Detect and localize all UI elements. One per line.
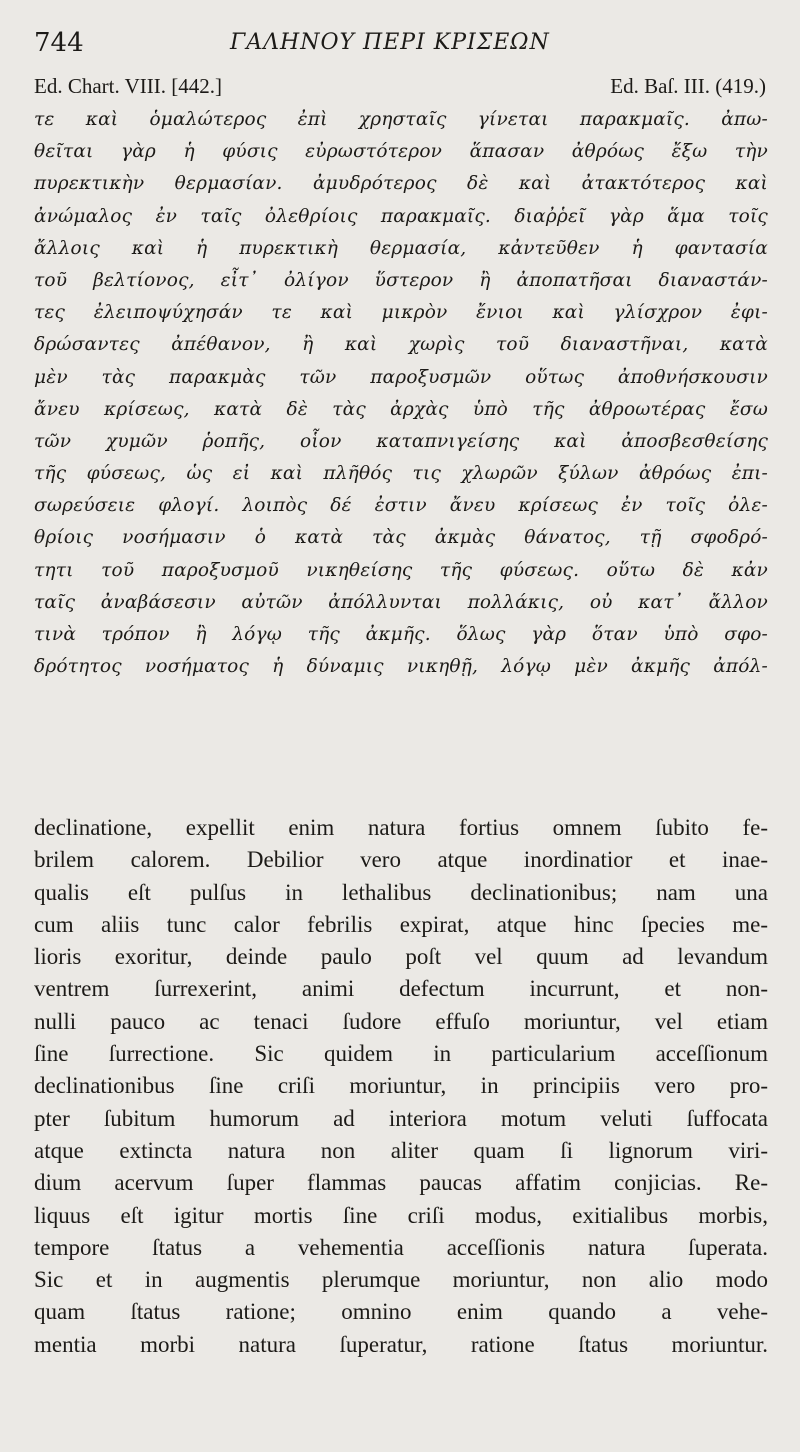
greek-text-line: ταῖς ἀναβάσεσιν αὐτῶν ἀπόλλυνται πολλάκις, οὐ κατ᾽ ἄλλον xyxy=(34,591,768,613)
greek-text-line: θρίοις νοσήμασιν ὁ κατὰ τὰς ἀκμὰς θάνατος, τῇ σφοδρό- xyxy=(34,527,768,549)
latin-text-line: lioris exoritur, deinde paulo poſt vel quum ad levandum xyxy=(34,944,768,970)
latin-text-line: Sic et in augmentis plerumque moriuntur, non alio modo xyxy=(34,1267,768,1293)
running-title: ΓΑΛΗΝΟΥ ΠΕΡΙ ΚΡΙΣΕΩΝ xyxy=(230,30,550,55)
greek-text-line: ἄνευ κρίσεως, κατὰ δὲ τὰς ἀρχὰς ὑπὸ τῆς ἀθροωτέρας ἔσω xyxy=(34,398,768,420)
greek-text-line: μὲν τὰς παρακμὰς τῶν παροξυσμῶν οὕτως ἀποθνήσκουσιν xyxy=(34,366,768,388)
edition-chart-reference: Ed. Chart. VIII. [442.] xyxy=(34,74,222,98)
greek-text-line: τε καὶ ὁμαλώτερος ἐπὶ χρησταῖς γίνεται παρακμαῖς. ἀπω- xyxy=(34,109,768,130)
greek-text-line: σωρεύσειε φλογί. λοιπὸς δέ ἐστιν ἄνευ κρίσεως ἐν τοῖς ὀλε- xyxy=(34,495,768,517)
latin-text-line: nulli pauco ac tenaci ſudore effuſo moriuntur, vel etiam xyxy=(34,1008,768,1034)
edition-references xyxy=(34,74,766,104)
latin-text-line: dium acervum ſuper flammas paucas affatim conjicias. Re- xyxy=(34,1170,768,1196)
latin-text-line: atque extincta natura non aliter quam ſi lignorum viri- xyxy=(34,1137,768,1163)
greek-text-line: τινὰ τρόπον ἢ λόγῳ τῆς ἀκμῆς. ὅλως γὰρ ὅταν ὑπὸ σφο- xyxy=(34,624,768,645)
greek-text-block xyxy=(34,104,768,683)
latin-text-line: liquus eſt igitur mortis ſine criſi modus, exitialibus morbis, xyxy=(34,1202,768,1228)
latin-text-line: declinationibus ſine criſi moriuntur, in principiis vero pro- xyxy=(34,1073,768,1099)
edition-basel-reference: Ed. Baſ. III. (419.) xyxy=(610,74,766,98)
greek-text-line: τητι τοῦ παροξυσμοῦ νικηθείσης τῆς φύσεως. οὕτω δὲ κἀν xyxy=(34,559,768,581)
latin-text-line: cum aliis tunc calor febrilis expirat, atque hinc ſpecies me- xyxy=(34,911,768,937)
latin-text-line: declinatione, expellit enim natura fortius omnem ſubito fe- xyxy=(34,815,768,840)
greek-text-line: τοῦ βελτίονος, εἶτ᾽ ὀλίγον ὕστερον ἢ ἀποπατῆσαι διαναστάν- xyxy=(34,269,768,291)
latin-text-line: tempore ſtatus a vehementia acceſſionis natura ſuperata. xyxy=(34,1234,768,1260)
greek-text-line: δρότητος νοσήματος ἡ δύναμις νικηθῇ, λόγῳ μὲν ἀκμῆς ἀπόλ- xyxy=(34,656,768,678)
page-number: 744 xyxy=(34,28,84,58)
greek-text-line: ἀνώμαλος ἐν ταῖς ὀλεθρίοις παρακμαῖς. διαῤῥεῖ γὰρ ἅμα τοῖς xyxy=(34,205,768,227)
latin-text-line: quam ſtatus ratione; omnino enim quando a vehe- xyxy=(34,1299,768,1325)
greek-text-line: τες ἐλειποψύχησάν τε καὶ μικρὸν ἔνιοι καὶ γλίσχρον ἐφι- xyxy=(34,302,768,324)
greek-text-line: τῶν χυμῶν ῥοπῆς, οἷον καταπνιγείσης καὶ ἀποσβεσθείσης xyxy=(34,430,768,452)
greek-text-line: θεῖται γὰρ ἡ φύσις εὐρωστότερον ἅπασαν ἀθρόως ἔξω τὴν xyxy=(34,141,768,163)
latin-text-block xyxy=(34,812,768,1361)
latin-text-line: brilem calorem. Debilior vero atque inordinatior et inae- xyxy=(34,847,768,873)
latin-text-line: ſine ſurrectione. Sic quidem in particularium acceſſionum xyxy=(34,1041,768,1067)
greek-text-line: τῆς φύσεως, ὡς εἰ καὶ πλῆθός τις χλωρῶν ξύλων ἀθρόως ἐπι- xyxy=(34,463,768,485)
latin-text-line: pter ſubitum humorum ad interiora motum veluti ſuffocata xyxy=(34,1105,768,1131)
running-head xyxy=(34,28,770,64)
greek-text-line: πυρεκτικὴν θερμασίαν. ἀμυδρότερος δὲ καὶ ἀτακτότερος καὶ xyxy=(34,173,768,195)
latin-text-line: ventrem ſurrexerint, animi defectum incurrunt, et non- xyxy=(34,976,768,1002)
latin-text-line: mentia morbi natura ſuperatur, ratione ſtatus moriuntur. xyxy=(34,1331,768,1357)
latin-text-line: qualis eſt pulſus in lethalibus declinationibus; nam una xyxy=(34,879,768,905)
greek-text-line: ἄλλοις καὶ ἡ πυρεκτικὴ θερμασία, κἀντεῦθεν ἡ φαντασία xyxy=(34,237,768,259)
greek-text-line: δρώσαντες ἀπέθανον, ἢ καὶ χωρὶς τοῦ διαναστῆναι, κατὰ xyxy=(34,334,768,356)
